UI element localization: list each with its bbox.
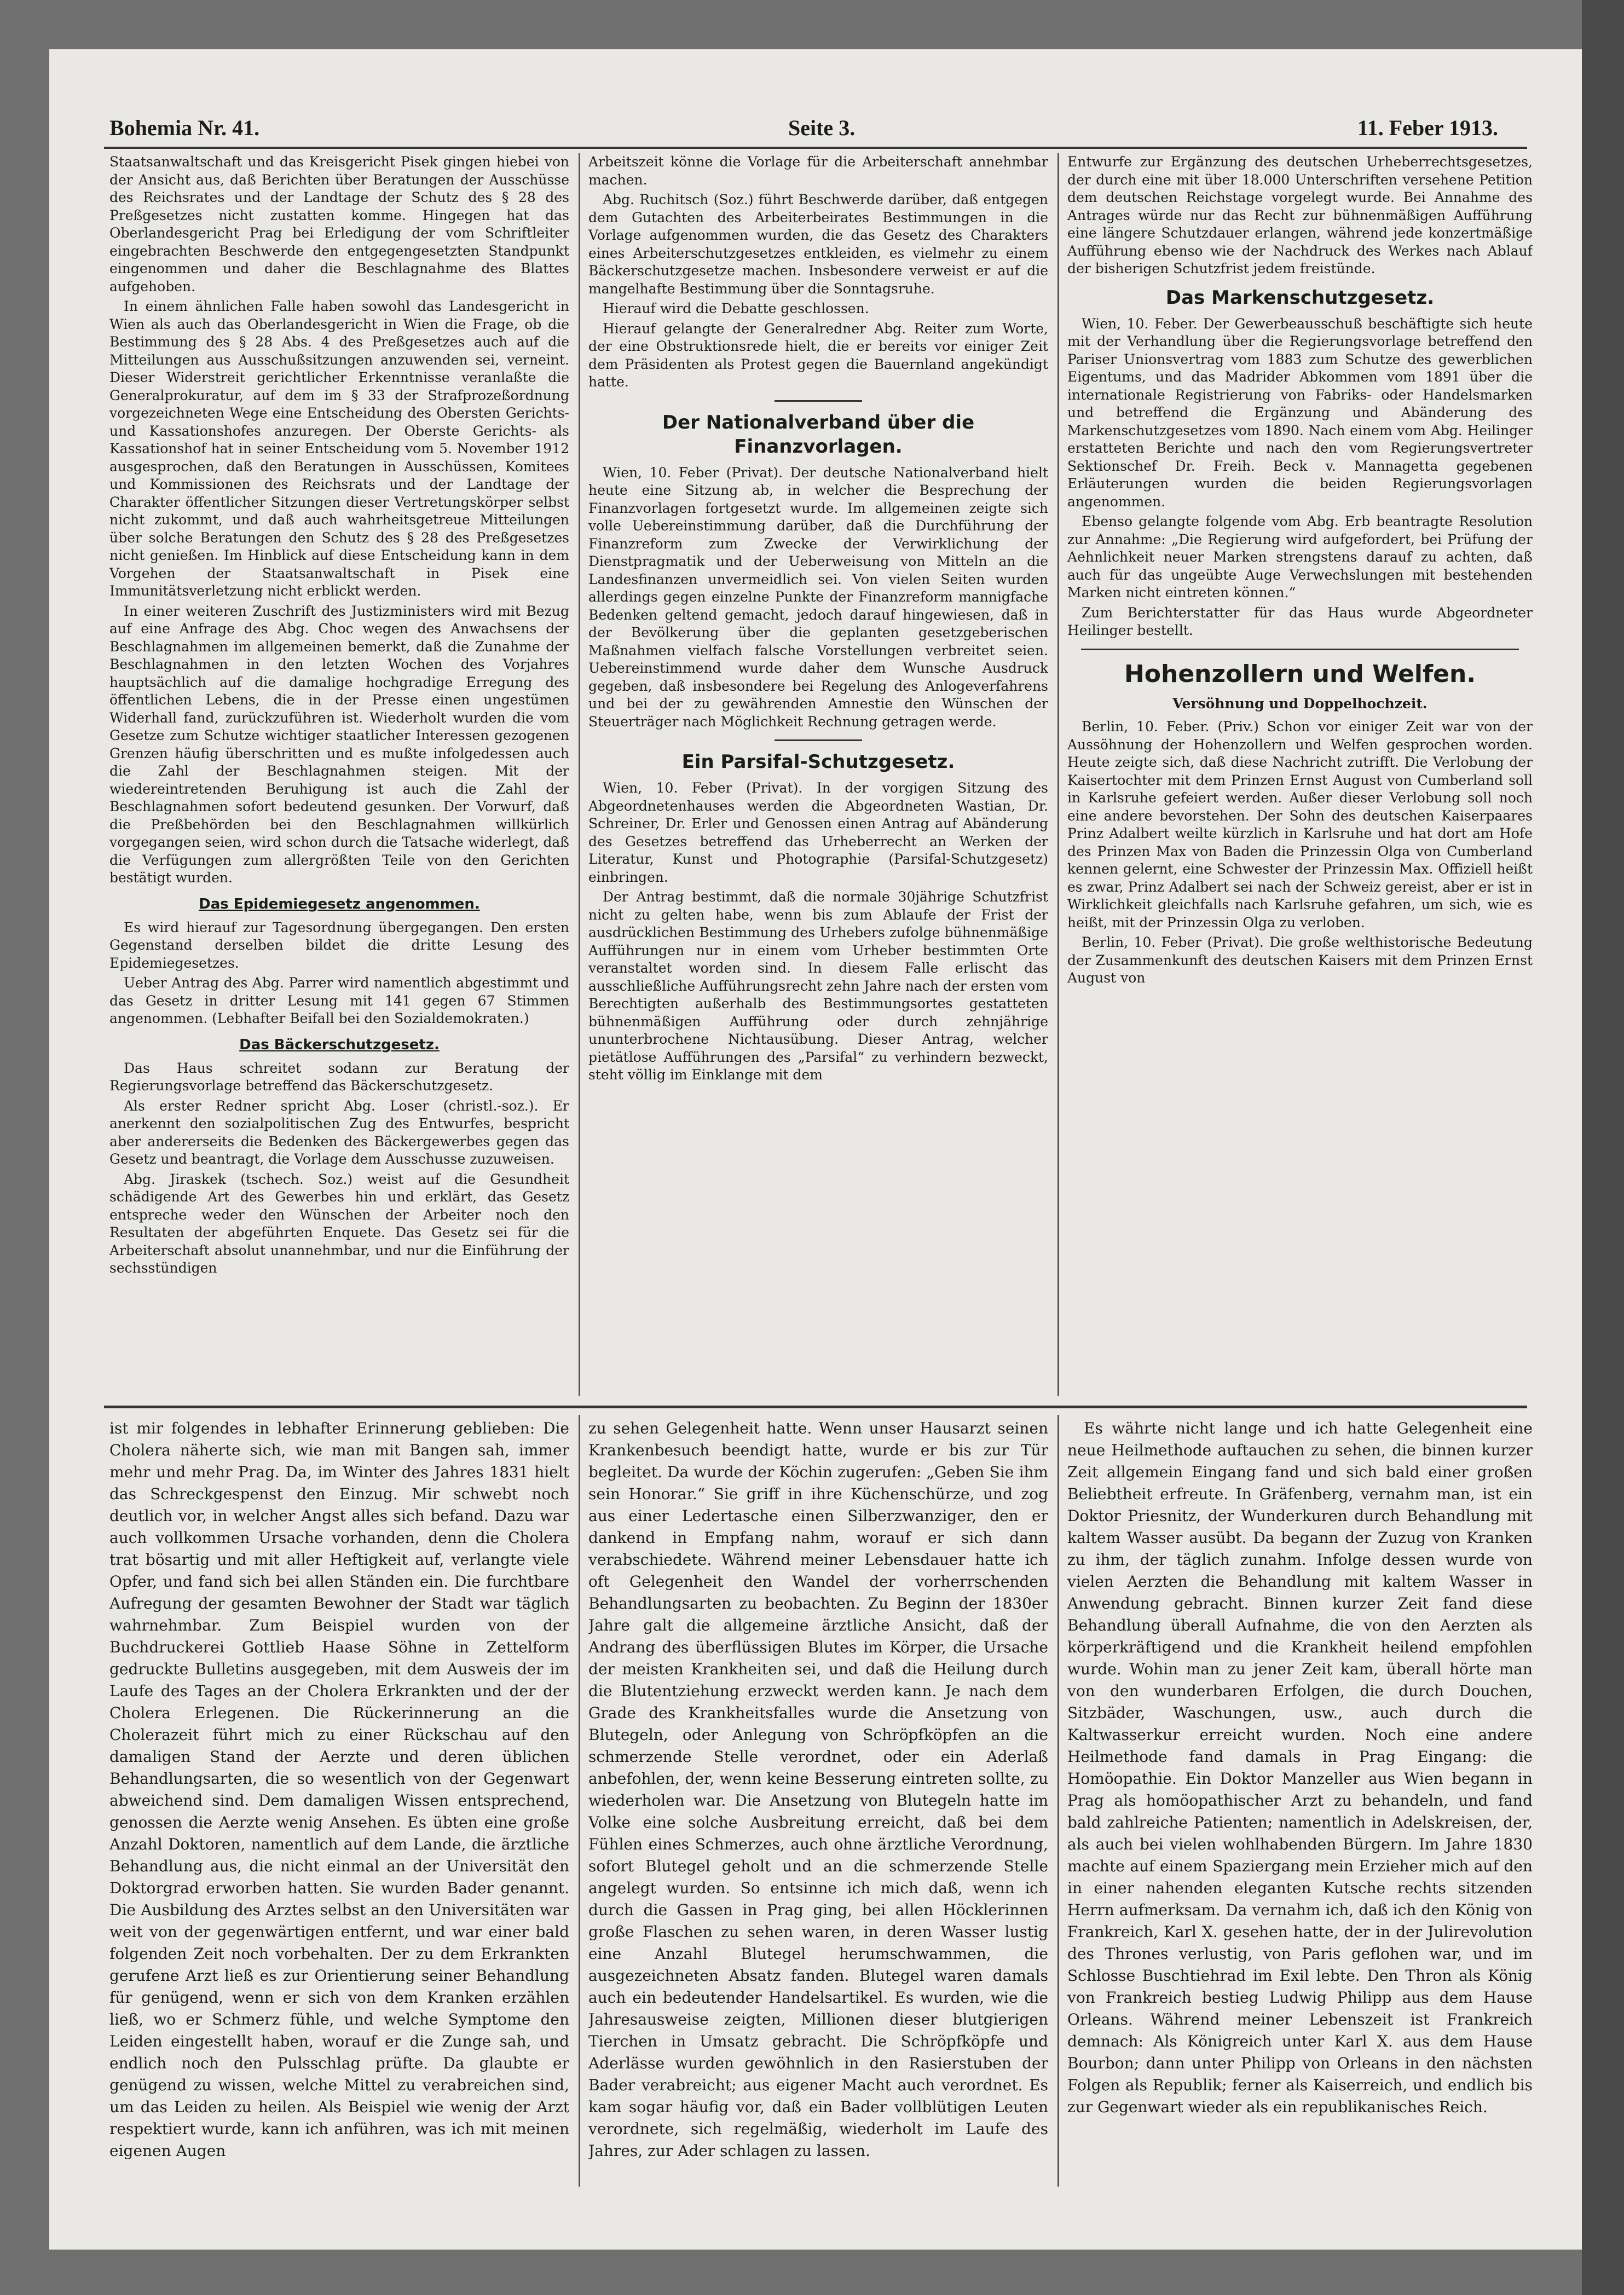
article-headline: Der Nationalverband über die Finanzvorlagen. — [662, 411, 975, 458]
paragraph: ist mir folgendes in lebhafter Erinnerung geblieben: Die Cholera näherte sich, wie man mit Bangen sah, immer mehr und mehr Prag. Da, im Winter des Jahres 1831 hielt das Schreckgespenst den Einzug. Mir schwebt noch deutlich vor, in welcher Angst alles sich befand. Dazu war auch vollkommen Ursache vorhanden, denn die Cholera trat bösartig und mit aller Heftigkeit auf, verlangte viele Opfer, und fand sich bei allen Ständen ein. Die furchtbare Aufregung der gesamten Bewohner der Stadt war täglich wahrnehmbar. Zum Beispiel wurden von der Buchdruckerei Gottlieb Haase Söhne in Zettelform gedruckte Bulletins ausgegeben, mit dem Ausweis der im Laufe des Tages an der Cholera Erkrankten und der der Cholera Erlegenen. Die Rückerinnerung an die Cholerazeit führt mich zu einer Rückschau auf den damaligen Stand der Aerzte und deren üblichen Behandlungsarten, die so wesentlich von der Gegenwart abweichend sind. Dem damaligen Wissen entsprechend, genossen die Aerzte wenig Ansehen. Es übten eine große Anzahl Doktoren, namentlich auf dem Lande, die ärztliche Behandlung aus, die nicht einmal an der Universität den Doktorgrad erworben hatten. Sie wurden Bader genannt. Die Ausbildung des Arztes selbst an den Universitäten war weit von der gegenwärtigen entfernt, und war einer bald folgenden Zeit noch vorbehalten. Der zu dem Erkrankten gerufene Arzt ließ es zur Orientierung seiner Behandlung für genügend, wenn er sich von dem Kranken erzählen ließ, wo er Schmerz fühle, und welche Symptome den Leiden eingestellt haben, worauf er die Zunge sah, und endlich noch den Pulsschlag prüfte. Da glaubte er genügend zu wissen, welche Mittel zu verabreichen sind, um das Leiden zu heilen. Als Beispiel wie wenig der Arzt respektiert wurde, kann ich anführen, was ich mit meinen eigenen Augen — [109, 1419, 569, 2160]
page-number: Seite 3. — [788, 115, 856, 140]
paragraph: Abg. Jiraskek (tschech. Soz.) weist auf die Gesundheit schädigende Art des Gewerbes hin und erklärt, das Gesetz entspreche weder den Wünschen der Arbeiter noch den Resultaten der abgeführten Enquete. Das Gesetz sei für die Arbeiterschaft absolut unannehmbar, und nur die Einführung der sechsstündigen — [109, 1171, 569, 1276]
column-divider — [579, 153, 580, 1396]
paragraph: In einer weiteren Zuschrift des Justizministers wird mit Bezug auf eine Anfrage des Abg. Choc wegen des Anwachsens der Beschlagnahmen im allgemeinen bemerkt, daß die Zunahme der Beschlagnahmen in den letzten Wochen des Vorjahres hauptsächlich auf die damalige hochgradige Erregung des öffentlichen Lebens, die in der Presse einen ungestümen Widerhall fand, zurückzuführen ist. Wiederholt wurden die vom Gesetze zum Schutze wichtiger staatlicher Interessen gezogenen Grenzen häufig überschritten und es mußte infolgedessen auch die Zahl der Beschlagnahmen steigen. Mit der wiedereintretenden Beruhigung ist auch die Zahl der Beschlagnahmen sofort bedeutend gesunken. Der Vorwurf, daß die Preßbehörden bei den Beschlagnahmen willkürlich vorgegangen seien, wird schon durch die Tatsache widerlegt, daß die Verfügungen zum allergrößten Teile von den Gerichten bestätigt wurden. — [109, 603, 569, 886]
feuilleton-column-3 — [1067, 1418, 1533, 2184]
article-headline: Hohenzollern und Welfen. — [1124, 660, 1476, 688]
paragraph: In einem ähnlichen Falle haben sowohl das Landesgericht in Wien als auch das Oberlandesgericht in Wien die Frage, ob die Bestimmung des § 28 Abs. 4 des Preßgesetzes auch auf die Mitteilungen aus Ausschußsitzungen anzuwenden sei, verneint. Dieser Widerstreit gerichtlicher Erkenntnisse veranlaßte die Generalprokuratur, auf dem im § 33 der Strafprozeßordnung vorgezeichneten Wege eine Entscheidung des Obersten Gerichts- und Kassationshofes anzuregen. Der Oberste Gerichts- als Kassationshof hat in seiner Entscheidung vom 5. November 1912 ausgesprochen, daß den Beratungen in Ausschüssen, Komitees und Kommissionen des Reichsrats und der Landtage der Charakter öffentlicher Sitzungen dieser Vertretungskörper selbst nicht zukommt, und daß auch wahrheitsgetreue Mitteilungen über solche Beratungen den Schutz des § 28 des Preßgesetzes nicht genießen. Im Hinblick auf diese Entscheidung kann in dem Vorgehen der Staatsanwaltschaft in Pisek eine Immunitätsverletzung nicht erblickt werden. — [109, 298, 569, 599]
paragraph: Berlin, 10. Feber. (Priv.) Schon vor einiger Zeit war von der Aussöhnung der Hohenzollern und Welfen gesprochen worden. Heute zeigte sich, daß diese Nachricht zutrifft. Die Verlobung der Kaisertochter mit dem Prinzen Ernst August von Cumberland soll in Karlsruhe gefeiert werden. Außer dieser Verlobung soll noch eine andere bevorstehen. Der Sohn des deutschen Kaiserpaares Prinz Adalbert weilte kürzlich in Karlsruhe und hat dort am Hofe des Prinzen Max von Baden die Prinzessin Olga von Cumberland kennen gelernt, eine Schwester der Prinzessin Max. Offiziell heißt es zwar, Prinz Adalbert sei nach der Schweiz gereist, aber er ist in Wirklichkeit gleichfalls nach Karlsruhe gefahren, um sich, wie es heißt, mit der Prinzessin Olga zu verloben. — [1067, 719, 1533, 930]
paragraph: Berlin, 10. Feber (Privat). Die große welthistorische Bedeutung der Zusammenkunft des deutschen Kaisers mit dem Prinzen Ernst August von — [1067, 934, 1533, 986]
paragraph: Staatsanwaltschaft und das Kreisgericht Pisek gingen hiebei von der Ansicht aus, daß Berichten über Beratungen der Ausschüsse des Reichsrates und der Landtage der Schutz des § 28 des Preßgesetzes nicht zustatten komme. Hingegen hat das Oberlandesgericht Prag bei Erledigung der vom Schriftleiter eingebrachten Beschwerde den entgegengesetzten Standpunkt eingenommen und daher die Beschlagnahme des Blattes aufgehoben. — [109, 154, 569, 294]
paragraph: Ebenso gelangte folgende vom Abg. Erb beantragte Resolution zur Annahme: „Die Regierung wird aufgefordert, bei Prüfung der Aehnlichkeit neuer Marken strengstens darauf zu achten, daß auch für das ungeübte Auge Verwechslungen mit bestehenden Marken nicht eintreten können.“ — [1067, 513, 1533, 600]
feuilleton-column-2 — [588, 1418, 1048, 2184]
paragraph: Abg. Ruchitsch (Soz.) führt Beschwerde darüber, daß entgegen dem Gutachten des Arbeiterbeirates Bestimmungen in die Vorlage aufgenommen wurden, die das Gesetz des Charakters eines Arbeiterschutzgesetzes entkleiden, es vielmehr zu einem Bäckerschutzgesetze machen. Insbesondere verweist er auf die mangelhafte Bestimmung über die Sonntagsruhe. — [588, 192, 1048, 297]
news-column-3 — [1067, 153, 1533, 1396]
paragraph: Das Haus schreitet sodann zur Beratung der Regierungsvorlage betreffend das Bäckerschutzgesetz. — [109, 1060, 569, 1094]
newspaper-page — [49, 49, 1582, 2250]
paragraph: Es währte nicht lange und ich hatte Gelegenheit eine neue Heilmethode auftauchen zu sehen, die binnen kurzer Zeit allgemein Eingang fand und sich bald einer großen Beliebtheit erfreute. In Gräfenberg, vernahm man, ist ein Doktor Priesnitz, der Wunderkuren durch Behandlung mit kaltem Wasser ausübt. Da begann der Zuzug von Kranken zu ihm, der täglich zunahm. Infolge dessen wurde von vielen Aerzten die Behandlung mit kaltem Wasser in Anwendung gebracht. Binnen kurzer Zeit fand diese Behandlung überall Aufnahme, die von den Aerzten als körperkräftigend und die Krankheit heilend empfohlen wurde. Wohin man zu jener Zeit kam, überall hörte man von den wunderbaren Erfolgen, die durch Douchen, Sitzbäder, Waschungen, usw., auch durch die Kaltwasserkur erreicht wurden. Noch eine andere Heilmethode fand damals in Prag Eingang: die Homöopathie. Ein Doktor Manzeller aus Wien begann in Prag als homöopathischer Arzt zu behandeln, und fand bald zahlreiche Patienten; namentlich in Adelskreisen, der, als auch bei vielen wohlhabenden Bürgern. Im Jahre 1830 machte auf einem Spaziergang mein Erzieher mich auf den in einer nahenden eleganten Kutsche rechts sitzenden Herrn aufmerksam. Da vernahm ich, daß ich den König von Frankreich, Karl X. gesehen hatte, der in der Julirevolution des Thrones verlustig, von Paris geflohen war, und im Schlosse Buschtiehrad im Exil lebte. Den Thron als König von Frankreich bestieg Ludwig Philipp aus dem Hause Orleans. Während meiner Lebenszeit ist Frankreich demnach: Als Königreich unter Karl X. aus dem Hause Bourbon; dann unter Philipp von Orleans in den nächsten Folgen als Republik; ferner als Kaiserreich, und endlich bis zur Gegenwart wieder als ein republikanisches Reich. — [1067, 1419, 1533, 2116]
paragraph: Als erster Redner spricht Abg. Loser (christl.-soz.). Er anerkennt den sozialpolitischen Zug des Entwurfes, bespricht aber andererseits die Bedenken des Bäckergewerbes gegen das Gesetz und beantragt, die Vorlage dem Ausschusse zuzuweisen. — [109, 1097, 569, 1167]
header-rule — [104, 147, 1527, 149]
article-headline: Ein Parsifal-Schutzgesetz. — [681, 751, 955, 773]
paragraph: Der Antrag bestimmt, daß die normale 30jährige Schutzfrist nicht zu gelten habe, wenn bis zum Ablaufe der Frist der ausdrücklichen Bestimmung des Urhebers zufolge bühnenmäßige Aufführungen nur in einem vom Urheber bestimmten Orte veranstaltet worden sind. In diesem Falle erlischt das ausschließliche Aufführungsrecht zehn Jahre nach der ersten vom Berechtigten außerhalb des Bestimmungsortes gestatteten bühnenmäßigen Aufführung oder durch zehnjährige ununterbrochene Nichtausübung. Dieser Antrag, welcher pietätlose Aufführungen des „Parsifal“ zu verhindern bezweckt, steht völlig im Einklange mit dem — [588, 889, 1048, 1083]
divider — [775, 739, 862, 741]
masthead-left: Bohemia Nr. 41. — [109, 115, 260, 140]
feuilleton-rule — [104, 1406, 1527, 1408]
article-subheadline: Versöhnung und Doppelhochzeit. — [1172, 695, 1427, 712]
paragraph: Wien, 10. Feber (Privat). In der vorgigen Sitzung des Abgeordnetenhauses werden die Abgeordneten Wastian, Dr. Schreiner, Dr. Erler und Genossen einen Antrag auf Abänderung des Gesetzes betreffend das Urheberrecht an Werken der Literatur, Kunst und Photographie (Parsifal-Schutzgesetz) einbringen. — [588, 780, 1048, 885]
paragraph: Hierauf wird die Debatte geschlossen. — [603, 300, 869, 316]
column-divider — [1057, 153, 1059, 1396]
paragraph: Zum Berichterstatter für das Haus wurde Abgeordneter Heilinger bestellt. — [1067, 604, 1533, 638]
feuilleton-column-1 — [109, 1418, 569, 2184]
section-heading: Das Epidemiegesetz angenommen. — [199, 895, 480, 912]
paragraph: zu sehen Gelegenheit hatte. Wenn unser Hausarzt seinen Krankenbesuch beendigt hatte, wurde er bis zur Tür begleitet. Da wurde der Köchin zugerufen: „Geben Sie ihm sein Honorar.“ Sie griff in ihre Küchenschürze, und zog aus einer Ledertasche einen Silberzwanziger, den er dankend in Empfang nahm, worauf er sich dann verabschiedete. Während meiner Lebensdauer hatte ich oft Gelegenheit den Wandel der vorherrschenden Behandlungsarten zu beobachten. Zu Beginn der 1830er Jahre galt die allgemeine ärztliche Ansicht, daß der Andrang des überflüssigen Blutes im Körper, die Ursache der meisten Krankheiten sei, und daß die Heilung durch die Blutentziehung erzweckt werden kann. Je nach dem Grade des Krankheitsfalles wurde die Ansetzung von Blutegeln, oder Anlegung von Schröpfköpfen an die schmerzende Stelle verordnet, oder ein Aderlaß anbefohlen, der, wenn keine Besserung eintreten sollte, zu wiederholen war. Die Ansetzung von Blutegeln hatte im Volke eine solche Ausbreitung erreicht, daß bei dem Fühlen eines Schmerzes, auch ohne ärztliche Verordnung, sofort Blutegel geholt und an die schmerzende Stelle angelegt wurden. So entsinne ich mich daß, wenn ich durch die Gassen in Prag ging, bei allen Höcklerinnen große Flaschen zu sehen waren, in deren Wasser lustig eine Anzahl Blutegel herumschwammen, die ausgezeichneten Absatz fanden. Blutegel waren damals auch ein bedeutender Handelsartikel. Es wurden, wie die Jahresausweise zeigten, Millionen dieser blutgierigen Tierchen in Umsatz gebracht. Die Schröpfköpfe und Aderlässe wurden gewöhnlich in den Rasierstuben der Bader verabreicht; aus eigener Macht auch verordnet. Es kam sogar häufig vor, daß ein Bader vollblütigen Leuten verordnete, sich regelmäßig, wiederholt im Laufe des Jahres, zur Ader schlagen zu lassen. — [588, 1419, 1048, 2160]
column-divider — [579, 1415, 580, 2187]
paragraph: Arbeitszeit könne die Vorlage für die Arbeiterschaft annehmbar machen. — [588, 154, 1048, 188]
news-column-2 — [588, 153, 1048, 1396]
column-divider — [1057, 1415, 1059, 2187]
paragraph: Ueber Antrag des Abg. Parrer wird namentlich abgestimmt und das Gesetz in dritter Lesung mit 141 gegen 67 Stimmen angenommen. (Lebhafter Beifall bei den Sozialdemokraten.) — [109, 975, 569, 1026]
paragraph: Es wird hierauf zur Tagesordnung übergegangen. Den ersten Gegenstand derselben bildet die dritte Lesung des Epidemiegesetzes. — [109, 919, 569, 971]
divider — [775, 400, 862, 402]
paragraph: Wien, 10. Feber (Privat). Der deutsche Nationalverband hielt heute eine Sitzung ab, in welcher die Besprechung der Finanzvorlagen fortgesetzt wurde. Im allgemeinen zeigte sich volle Uebereinstimmung darüber, daß die Durchführung der Finanzreform zum Zwecke der Verwirklichung der Dienstpragmatik und der Ueberweisung von Mitteln an die Landesfinanzen unvermeidlich sei. Von vielen Seiten wurden allerdings gegen einzelne Punkte der Finanzreform mannigfache Bedenken geltend gemacht, jedoch darauf hingewiesen, daß in der Bevölkerung über die geplanten gesetzgeberischen Maßnahmen vielfach falsche Vorstellungen verbreitet seien. Uebereinstimmend wurde daher dem Wunsche Ausdruck gegeben, daß insbesondere bei Regelung des Anlogeverfahrens und bei der zu gewährenden Amnestie den Wünschen der Steuerträger nach Möglichkeit Rechnung getragen werde. — [588, 464, 1048, 730]
paragraph: Wien, 10. Feber. Der Gewerbeausschuß beschäftigte sich heute mit der Verhandlung über die Regierungsvorlage betreffend den Pariser Unionsvertrag vom 1883 zum Schutze des gewerblichen Eigentums, und das Madrider Abkommen vom 1891 über die internationale Registrierung von Fabriks- oder Handelsmarken und betreffend die Ergänzung und Abänderung des Markenschutzgesetzes vom 1890. Nach einem vom Abg. Heilinger erstatteten Berichte und nach den vom Regierungsvertreter Sektionschef Dr. Freih. Beck v. Mannagetta gegebenen Erläuterungen wurden die beiden Regierungsvorlagen angenommen. — [1067, 315, 1533, 510]
divider — [1081, 649, 1519, 650]
issue-date: 11. Feber 1913. — [1357, 115, 1499, 140]
scan-edge — [1582, 0, 1624, 2295]
article-headline: Das Markenschutzgesetz. — [1165, 286, 1435, 309]
news-column-1 — [109, 153, 569, 1396]
paragraph: Hierauf gelangte der Generalredner Abg. Reiter zum Worte, der eine Obstruktionsrede hielt, die er bereits vor einiger Zeit dem Präsidenten als Protest gegen die Bauernland angekündigt hatte. — [588, 320, 1048, 390]
paragraph: Entwurfe zur Ergänzung des deutschen Urheberrechtsgesetzes, der durch eine mit über 18.000 Unterschriften versehene Petition dem deutschen Reichstage vorgelegt wurde. Bei Annahme des Antrages würde nur das Recht zur bühnenmäßigen Aufführung eine längere Schutzdauer erlangen, während jede konzertmäßige Aufführung ebenso wie der Nachdruck des Werkes nach Ablauf der bisherigen Schutzfrist jedem freistünde. — [1067, 154, 1533, 276]
section-heading: Das Bäckerschutzgesetz. — [239, 1036, 440, 1053]
